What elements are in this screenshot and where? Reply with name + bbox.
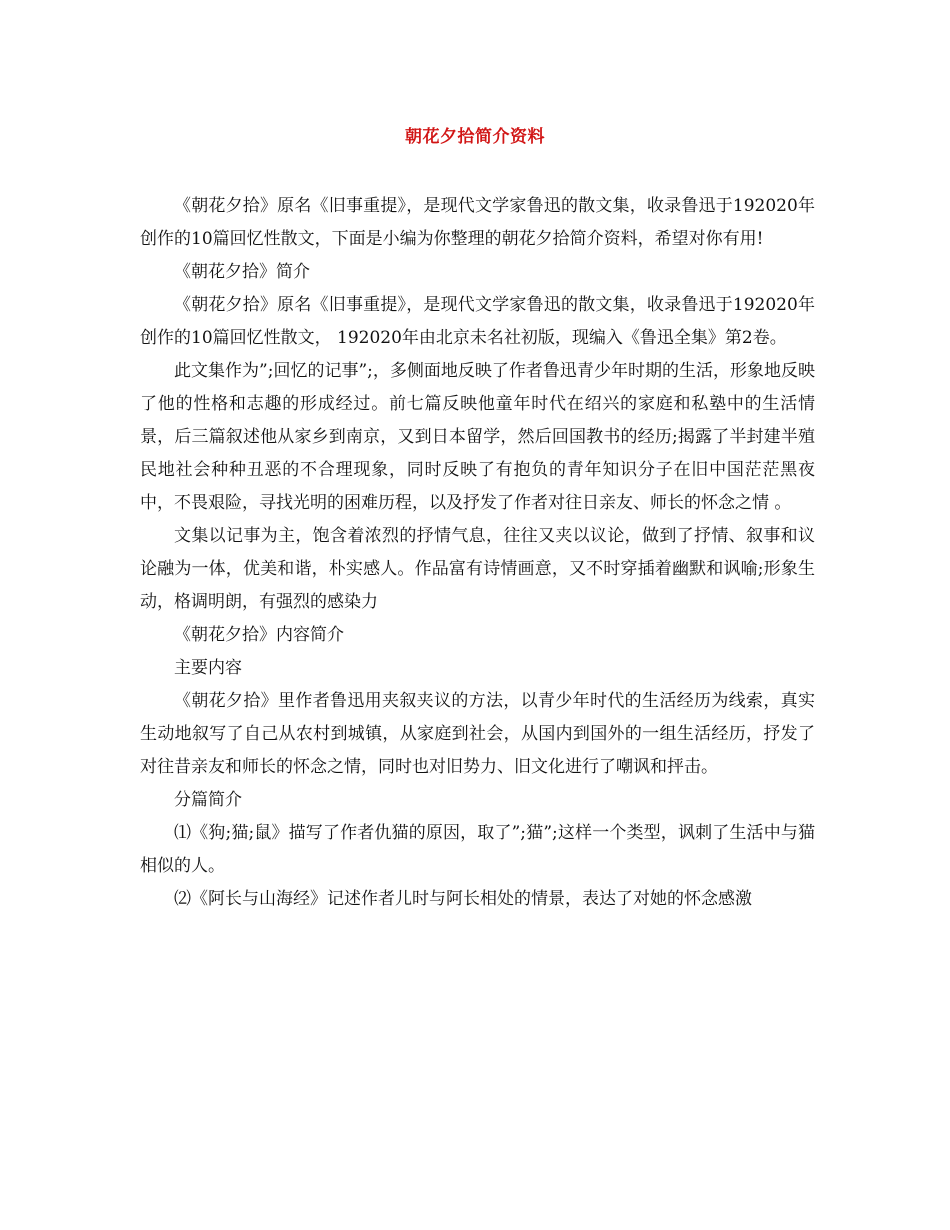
document-body bbox=[140, 190, 815, 916]
section-heading-intro: 《朝花夕拾》简介 bbox=[174, 262, 310, 282]
subheading-chapter-summary: 分篇简介 bbox=[174, 790, 242, 810]
theme-paragraph: 此文集作为”;回忆的记事”;，多侧面地反映了作者鲁迅青少年时期的生活，形象地反映了他的性格和志趣的形成经过。前七篇反映他童年时代在绍兴的家庭和私塾中的生活情景，后三篇叙述他从家乡到南京，又到日本留学，然后回国教书的经历;揭露了半封建半殖民地社会种种丑恶的不合理现象，同时反映了有抱负的青年知识分子在旧中国茫茫黑夜中，不畏艰险，寻找光明的困难历程，以及抒发了作者对往日亲友、师长的怀念之情 。 bbox=[140, 361, 815, 513]
intro-paragraph: 《朝花夕拾》原名《旧事重提》，是现代文学家鲁迅的散文集，收录鲁迅于192020年创作的10篇回忆性散文，下面是小编为你整理的朝花夕拾简介资料，希望对你有用! bbox=[140, 196, 815, 249]
subheading-main-content: 主要内容 bbox=[174, 658, 242, 678]
chapter-summary-item: ⑴《狗;猫;鼠》描写了作者仇猫的原因，取了”;猫”;这样一个类型，讽刺了生活中与猫相似的人。 bbox=[140, 823, 815, 876]
overview-paragraph: 《朝花夕拾》原名《旧事重提》，是现代文学家鲁迅的散文集，收录鲁迅于192020年创作的10篇回忆性散文， 192020年由北京未名社初版，现编入《鲁迅全集》第2卷。 bbox=[140, 295, 815, 348]
section-heading-content: 《朝花夕拾》内容简介 bbox=[174, 625, 344, 645]
document-title: 朝花夕拾简介资料 bbox=[405, 127, 545, 147]
main-content-paragraph: 《朝花夕拾》里作者鲁迅用夹叙夹议的方法，以青少年时代的生活经历为线索，真实生动地叙写了自己从农村到城镇，从家庭到社会，从国内到国外的一组生活经历，抒发了对往昔亲友和师长的怀念之情，同时也对旧势力、旧文化进行了嘲讽和抨击。 bbox=[140, 691, 815, 777]
chapter-summary-item: ⑵《阿长与山海经》记述作者儿时与阿长相处的情景，表达了对她的怀念感激 bbox=[174, 889, 752, 909]
style-paragraph: 文集以记事为主，饱含着浓烈的抒情气息，往往又夹以议论，做到了抒情、叙事和议论融为一体，优美和谐，朴实感人。作品富有诗情画意，又不时穿插着幽默和讽喻;形象生动，格调明朗，有强烈的感染力 bbox=[140, 526, 815, 612]
